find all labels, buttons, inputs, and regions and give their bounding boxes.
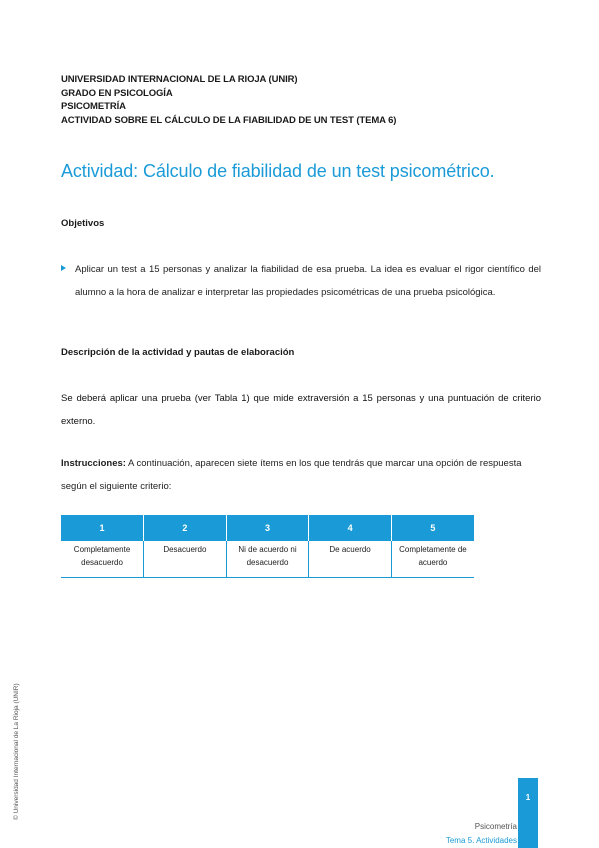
scale-header-cell: 5 (391, 515, 474, 541)
page-number-tab (518, 778, 538, 848)
descripcion-heading: Descripción de la actividad y pautas de elaboración (61, 347, 295, 358)
instrucciones-text: A continuación, aparecen siete ítems en los que tendrás que marcar una opción de respuesta según el siguiente criterio: (61, 458, 522, 492)
scale-label-cell: Desacuerdo (144, 541, 227, 578)
footer-topic: Tema 5. Actividades (445, 836, 517, 845)
scale-label-cell: Ni de acuerdo ni desacuerdo (226, 541, 309, 578)
scale-header-cell: 1 (61, 515, 144, 541)
objetivos-bullet (61, 258, 541, 304)
scale-header-cell: 2 (144, 515, 227, 541)
scale-header-cell: 3 (226, 515, 309, 541)
scale-label-cell: Completamente de acuerdo (391, 541, 474, 578)
instrucciones-paragraph (61, 452, 541, 498)
university-name: UNIVERSIDAD INTERNACIONAL DE LA RIOJA (UNIR) (61, 74, 298, 85)
scale-header-cell: 4 (309, 515, 392, 541)
activity-name: ACTIVIDAD SOBRE EL CÁLCULO DE LA FIABILIDAD DE UN TEST (TEMA 6) (61, 114, 397, 126)
descripcion-paragraph: Se deberá aplicar una prueba (ver Tabla 1) que mide extraversión a 15 personas y una puntuación de criterio externo. (61, 393, 541, 427)
scale-header-row (61, 515, 474, 541)
page-number: 1 (525, 793, 531, 802)
response-scale-table (61, 515, 474, 578)
scale-label-cell: De acuerdo (309, 541, 392, 578)
copyright-notice: © Universidad Internacional de La Rioja (UNIR) (13, 683, 20, 820)
degree-name: GRADO EN PSICOLOGÍA (61, 87, 173, 99)
scale-label-row (61, 541, 474, 578)
subject-name: PSICOMETRÍA (61, 101, 126, 112)
document-header (61, 73, 541, 127)
objetivos-heading: Objetivos (61, 218, 105, 229)
page-title: Actividad: Cálculo de fiabilidad de un test psicométrico. (61, 161, 495, 181)
instrucciones-label: Instrucciones: (61, 458, 126, 469)
scale-label-cell: Completamente desacuerdo (61, 541, 144, 578)
objetivos-bullet-text: Aplicar un test a 15 personas y analizar la fiabilidad de esa prueba. La idea es evaluar el rigor científico del alumno a la hora de analizar e interpretar las propiedades psicométricas de una prueba psicológica. (75, 264, 541, 298)
triangle-bullet-icon (61, 265, 66, 271)
footer-subject: Psicometría (474, 822, 517, 831)
